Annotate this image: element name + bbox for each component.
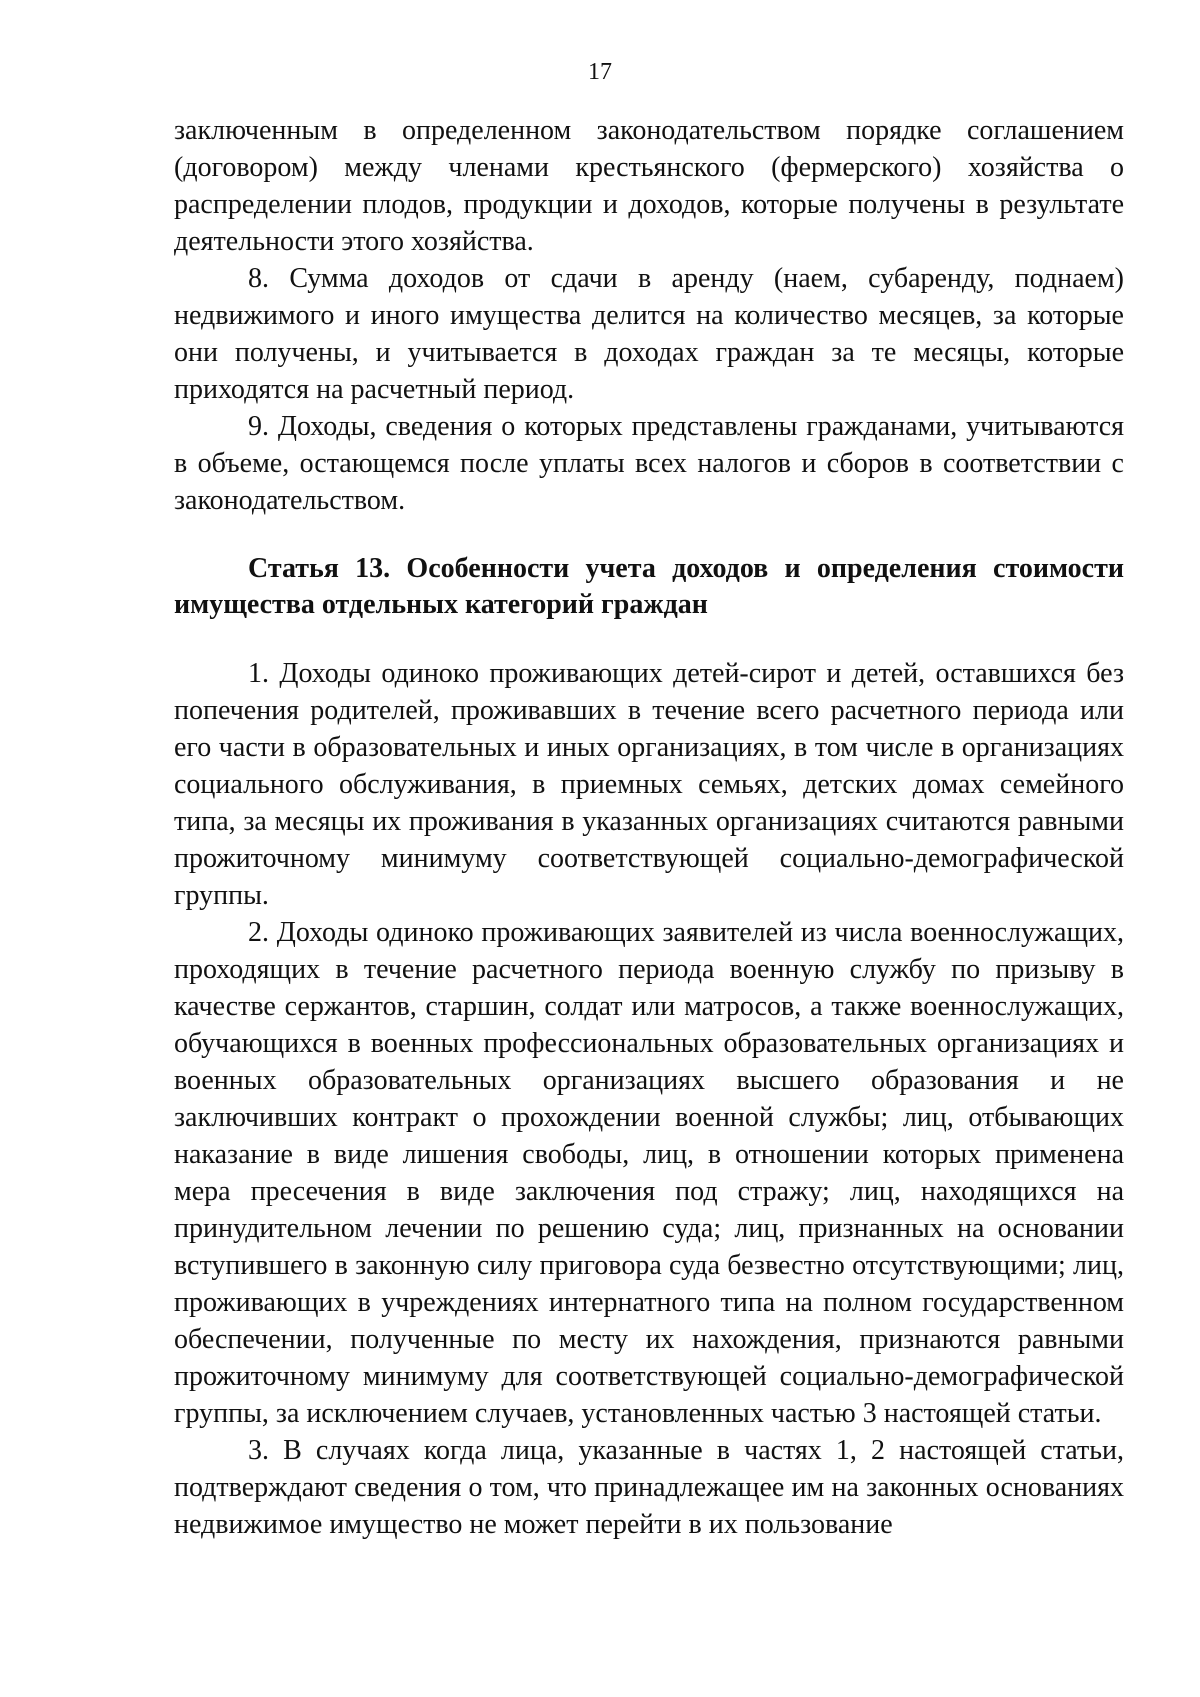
paragraph-item-9: 9. Доходы, сведения о которых представлены гражданами, учитываются в объеме, остающемся после уплаты всех налогов и сборов в соответствии с законодательством. — [174, 411, 1124, 516]
paragraph-continuation: заключенным в определенном законодательством порядке соглашением (договором) между членами крестьянского (фермерского) хозяйства о распределении плодов, продукции и доходов, которые получены в результате деятельности этого хозяйства. — [174, 115, 1124, 257]
paragraph-article-item-1: 1. Доходы одиноко проживающих детей-сирот и детей, оставшихся без попечения родителей, проживавших в течение всего расчетного периода или его части в образовательных и иных организациях, в том числе в организациях социального обслуживания, в приемных семьях, детских домах семейного типа, за месяцы их проживания в указанных организациях считаются равными прожиточному минимуму соответствующей социально-демографической группы. — [174, 658, 1124, 911]
paragraph-item-8: 8. Сумма доходов от сдачи в аренду (наем, субаренду, поднаем) недвижимого и иного имущества делится на количество месяцев, за которые они получены, и учитывается в доходах граждан за те месяцы, которые приходятся на расчетный период. — [174, 263, 1124, 405]
paragraph-article-item-2: 2. Доходы одиноко проживающих заявителей из числа военнослужащих, проходящих в течение расчетного периода военную службу по призыву в качестве сержантов, старшин, солдат или матросов, а также военнослужащих, обучающихся в военных профессиональных образовательных организациях и военных образовательных организациях высшего образования и не заключивших контракт о прохождении военной службы; лиц, отбывающих наказание в виде лишения свободы, лиц, в отношении которых применена мера пресечения в виде заключения под стражу; лиц, находящихся на принудительном лечении по решению суда; лиц, признанных на основании вступившего в законную силу приговора суда безвестно отсутствующими; лиц, проживающих в учреждениях интернатного типа на полном государственном обеспечении, полученные по месту их нахождения, признаются равными прожиточному минимуму для соответствующей социально-демографической группы, за исключением случаев, установленных частью 3 настоящей статьи. — [174, 917, 1124, 1429]
page-number: 17 — [588, 59, 612, 85]
article-heading: Статья 13. Особенности учета доходов и определения стоимости имущества отдельных категорий граждан — [174, 553, 1124, 620]
paragraph-article-item-3: 3. В случаях когда лица, указанные в частях 1, 2 настоящей статьи, подтверждают сведения о том, что принадлежащее им на законных основаниях недвижимое имущество не может перейти в их пользование — [174, 1435, 1124, 1540]
document-body — [174, 112, 1124, 1543]
